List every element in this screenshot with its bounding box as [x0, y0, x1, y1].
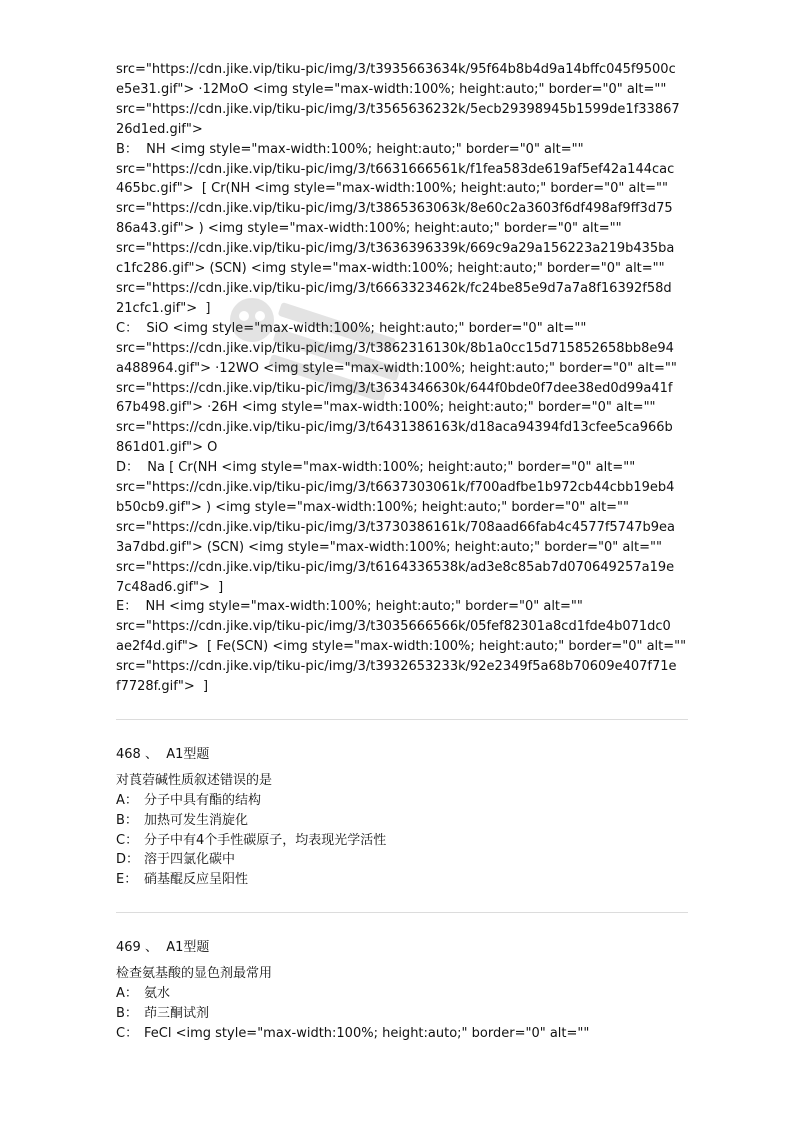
option-text: 硝基醌反应呈阳性: [144, 872, 249, 888]
option-b: [116, 811, 688, 831]
option-text-line: src="https://cdn.jike.vip/tiku-pic/img/3/t6637303061k/f700adfbe1b972cb44cbb19eb4: [116, 480, 675, 496]
option-text-line: 465bc.gif"> [ Cr(NH <img style="max-width:100%; height:auto;" border="0" alt="": [116, 181, 669, 197]
option-letter: C：: [116, 832, 139, 848]
option-text-line: src="https://cdn.jike.vip/tiku-pic/img/3/t3865363063k/8e60c2a3603f6df498af9ff3d75: [116, 201, 673, 217]
option-text-line: src="https://cdn.jike.vip/tiku-pic/img/3/t6164336538k/ad3e8c85ab7d070649257a19e: [116, 559, 675, 575]
option-text-line: e5e31.gif"> ·12MoO <img style="max-width:100%; height:auto;" border="0" alt="": [116, 81, 667, 97]
option-text-line: src="https://cdn.jike.vip/tiku-pic/img/3/t6663323462k/fc24be85e9d7a7a8f16392f58d: [116, 280, 672, 296]
option-letter: B：: [116, 1005, 138, 1021]
option-text-line: 26d1ed.gif">: [116, 121, 203, 137]
previous-question-options: [116, 60, 688, 697]
option-text: FeCl <img style="max-width:100%; height:auto;" border="0" alt="": [144, 1025, 590, 1041]
option-text-line: b50cb9.gif"> ) <img style="max-width:100%; height:auto;" border="0" alt="": [116, 499, 630, 515]
option-text-line: src="https://cdn.jike.vip/tiku-pic/img/3/t6631666561k/f1fea583de619af5ef42a144cac: [116, 161, 675, 177]
option-letter: A：: [116, 793, 138, 808]
option-letter: B：: [116, 812, 138, 828]
document-body: [116, 60, 688, 1043]
option-text-line: 3a7dbd.gif"> (SCN) <img style="max-width:100%; height:auto;" border="0" alt="": [116, 539, 662, 555]
divider: [116, 912, 688, 913]
option-text-line: B： NH <img style="max-width:100%; height:auto;" border="0" alt="": [116, 141, 584, 157]
option-text-line: f7728f.gif"> ]: [116, 679, 209, 695]
option-e: [116, 870, 688, 890]
option-letter: E：: [116, 872, 138, 888]
question-stem: 对莨菪碱性质叙述错误的是: [116, 773, 273, 788]
option-text-line: src="https://cdn.jike.vip/tiku-pic/img/3/t3935663634k/95f64b8b4d9a14bffc045f9500c: [116, 62, 676, 77]
option-text-line: 861d01.gif"> O: [116, 440, 218, 456]
option-text: 茚三酮试剂: [144, 1005, 210, 1021]
question-header: 469 、 A1型题: [116, 939, 210, 955]
option-text-line: 7c48ad6.gif"> ]: [116, 579, 224, 595]
question-469: [116, 938, 688, 1043]
option-letter: A：: [116, 985, 138, 1001]
divider: [116, 719, 688, 720]
option-text-line: C： SiO <img style="max-width:100%; height:auto;" border="0" alt="": [116, 320, 587, 336]
option-text-line: a488964.gif"> ·12WO <img style="max-width:100%; height:auto;" border="0" alt="": [116, 360, 677, 376]
option-text: 氨水: [144, 985, 171, 1001]
option-text-line: src="https://cdn.jike.vip/tiku-pic/img/3/t3035666566k/05fef82301a8cd1fde4b071dc0: [116, 619, 671, 635]
question-header: 468 、 A1型题: [116, 747, 210, 762]
option-text-line: E： NH <img style="max-width:100%; height:auto;" border="0" alt="": [116, 599, 583, 615]
option-c: [116, 831, 688, 851]
option-letter: D：: [116, 852, 140, 868]
option-text: 溶于四氯化碳中: [144, 852, 236, 868]
option-a: [116, 984, 688, 1004]
option-text-line: src="https://cdn.jike.vip/tiku-pic/img/3/t6431386163k/d18aca94394fd13cfee5ca966b: [116, 420, 673, 436]
question-468: [116, 745, 688, 890]
option-c: [116, 1024, 688, 1044]
option-text-line: 21cfc1.gif"> ]: [116, 300, 211, 316]
option-text: 分子中具有酯的结构: [144, 793, 262, 808]
option-text-line: src="https://cdn.jike.vip/tiku-pic/img/3/t3730386161k/708aad66fab4c4577f5747b9ea: [116, 519, 675, 535]
option-text-line: src="https://cdn.jike.vip/tiku-pic/img/3/t3634346630k/644f0bde0f7dee38ed0d99a41f: [116, 380, 673, 396]
option-text-line: src="https://cdn.jike.vip/tiku-pic/img/3/t3932653233k/92e2349f5a68b70609e407f71e: [116, 659, 677, 675]
option-text-line: 86a43.gif"> ) <img style="max-width:100%; height:auto;" border="0" alt="": [116, 221, 622, 237]
option-text-line: 67b498.gif"> ·26H <img style="max-width:100%; height:auto;" border="0" alt="": [116, 400, 656, 416]
option-text-line: src="https://cdn.jike.vip/tiku-pic/img/3/t3862316130k/8b1a0cc15d715852658bb8e94: [116, 340, 674, 356]
option-b: [116, 1004, 688, 1024]
option-letter: C：: [116, 1025, 139, 1041]
option-text: 加热可发生消旋化: [144, 812, 249, 828]
option-a: [116, 791, 688, 811]
option-d: [116, 850, 688, 870]
option-text-line: ae2f4d.gif"> [ Fe(SCN) <img style="max-width:100%; height:auto;" border="0" alt="": [116, 639, 687, 655]
option-text: 分子中有4个手性碳原子，均表现光学活性: [144, 832, 387, 848]
option-text-line: D： Na [ Cr(NH <img style="max-width:100%; height:auto;" border="0" alt="": [116, 460, 636, 476]
option-text-line: c1fc286.gif"> (SCN) <img style="max-width:100%; height:auto;" border="0" alt="": [116, 261, 665, 277]
option-text-line: src="https://cdn.jike.vip/tiku-pic/img/3/t3565636232k/5ecb29398945b1599de1f33867: [116, 101, 680, 117]
question-stem: 检查氨基酸的显色剂最常用: [116, 965, 273, 981]
option-text-line: src="https://cdn.jike.vip/tiku-pic/img/3/t3636396339k/669c9a29a156223a219b435ba: [116, 241, 675, 257]
